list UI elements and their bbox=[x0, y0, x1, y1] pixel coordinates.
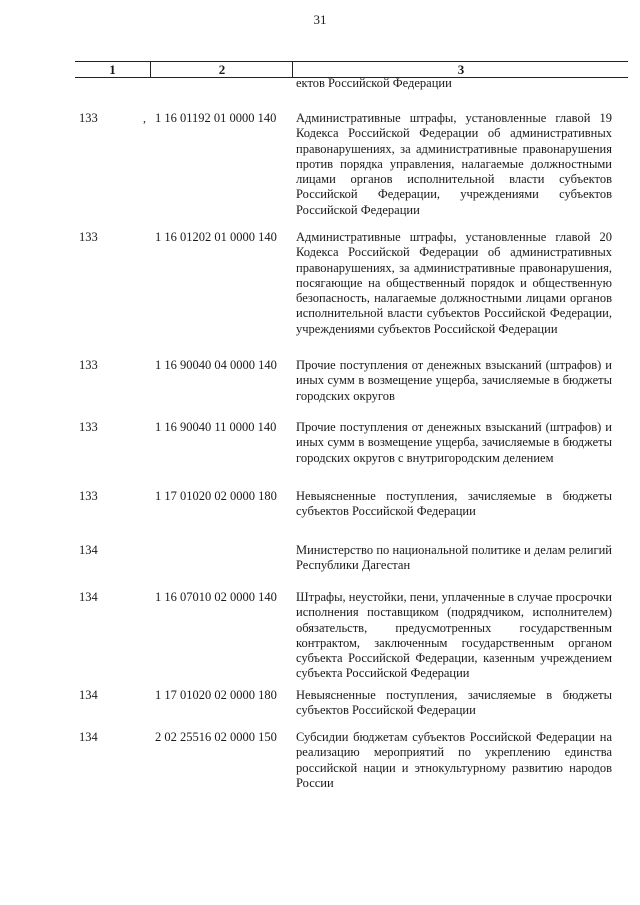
income-name: Субсидии бюджетам субъектов Российской Федерации на реализацию мероприятий по укреплению единства российской нации и этнокультурному развитию народов России bbox=[296, 730, 612, 790]
budget-code: 1 17 01020 02 0000 180 bbox=[155, 688, 277, 702]
column-header-1: 1 bbox=[109, 62, 116, 77]
column-header-3: 3 bbox=[292, 62, 629, 77]
admin-code: 134 bbox=[79, 688, 98, 702]
admin-code: 133 bbox=[79, 230, 98, 244]
budget-code: 2 02 25516 02 0000 150 bbox=[155, 730, 277, 744]
admin-code: 134 bbox=[79, 590, 98, 604]
budget-code: 1 16 01192 01 0000 140 bbox=[155, 111, 277, 125]
budget-code: 1 16 07010 02 0000 140 bbox=[155, 590, 277, 604]
budget-code: 1 16 01202 01 0000 140 bbox=[155, 230, 277, 244]
budget-code: 1 16 90040 11 0000 140 bbox=[155, 420, 277, 434]
income-name: Административные штрафы, установленные главой 19 Кодекса Российской Федерации об административных правонарушениях, за административные правонарушения против порядка управления, налагаемые должностными лицами органов исполнительной власти субъектов Российской Федерации, учреждениями субъектов Российской Федерации bbox=[296, 111, 612, 217]
income-name: Штрафы, неустойки, пени, уплаченные в случае просрочки исполнения поставщиком (подрядчиком, исполнителем) обязательств, предусмотренных государственным контрактом, заключенным государственным органом субъекта Российской Федерации, казенным учреждением субъекта Российской Федерации bbox=[296, 590, 612, 681]
income-name: Невыясненные поступления, зачисляемые в бюджеты субъектов Российской Федерации bbox=[296, 489, 612, 519]
admin-code: 134 bbox=[79, 543, 98, 557]
scan-mark: , bbox=[143, 111, 146, 125]
admin-code: 134 bbox=[79, 730, 98, 744]
budget-code: 1 17 01020 02 0000 180 bbox=[155, 489, 277, 503]
admin-code: 133 bbox=[79, 489, 98, 503]
income-name: Невыясненные поступления, зачисляемые в бюджеты субъектов Российской Федерации bbox=[296, 688, 612, 718]
admin-code: 133 bbox=[79, 111, 98, 125]
budget-code: 1 16 90040 04 0000 140 bbox=[155, 358, 277, 372]
admin-code: 133 bbox=[79, 420, 98, 434]
page-number: 31 bbox=[313, 12, 327, 27]
continuation-text: ектов Российской Федерации bbox=[296, 76, 452, 90]
admin-code: 133 bbox=[79, 358, 98, 372]
column-header-2: 2 bbox=[150, 62, 293, 77]
income-name: Административные штрафы, установленные главой 20 Кодекса Российской Федерации об административных правонарушениях, за административные правонарушения, посягающие на общественный порядок и общественную безопасность, налагаемые должностными лицами органов исполнительной власти субъектов Российской Федерации, учреждениями субъектов Российской Федерации bbox=[296, 230, 612, 336]
income-name: Министерство по национальной политике и делам религий Республики Дагестан bbox=[296, 543, 612, 573]
income-name: Прочие поступления от денежных взысканий (штрафов) и иных сумм в возмещение ущерба, зачисляемые в бюджеты городских округов с внутригородским делением bbox=[296, 420, 612, 465]
income-name: Прочие поступления от денежных взысканий (штрафов) и иных сумм в возмещение ущерба, зачисляемые в бюджеты городских округов bbox=[296, 358, 612, 403]
